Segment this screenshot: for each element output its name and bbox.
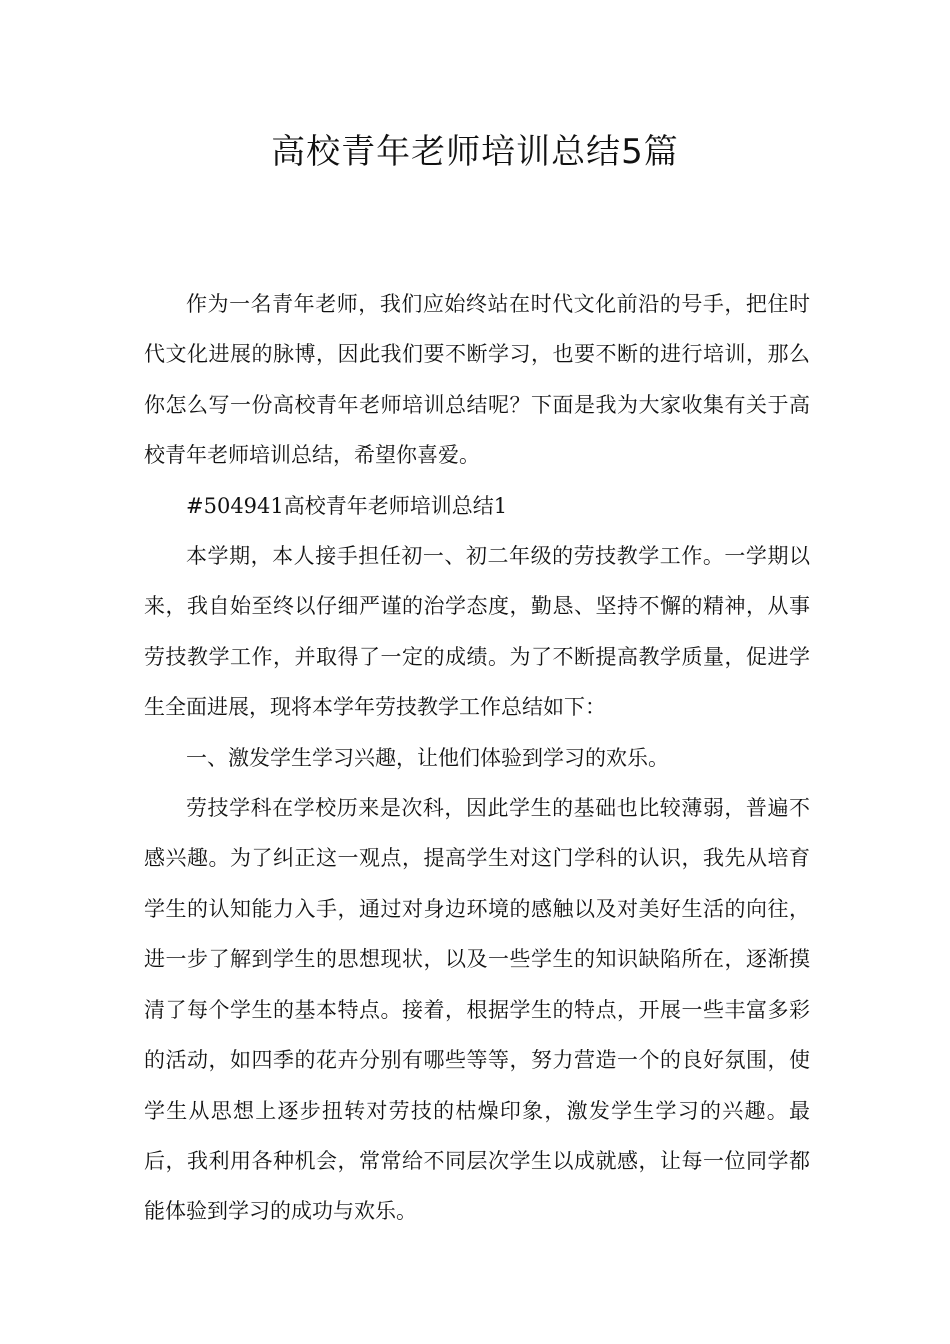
intro-paragraph: 作为一名青年老师，我们应始终站在时代文化前沿的号手，把住时代文化进展的脉博，因此我们要不断学习，也要不断的进行培训，那么你怎么写一份高校青年老师培训总结呢？下面是我为大家收集有关于高校青年老师培训总结，希望你喜爱。 [144, 292, 810, 468]
document-title: 高校青年老师培训总结5篇 [271, 132, 679, 172]
section-heading: #504941高校青年老师培训总结1 [186, 493, 508, 518]
document-body [144, 279, 810, 1237]
subsection-heading: 一、激发学生学习兴趣，让他们体验到学习的欢乐。 [186, 745, 669, 770]
body-paragraph: 劳技学科在学校历来是次科，因此学生的基础也比较薄弱，普遍不感兴趣。为了纠正这一观点，提高学生对这门学科的认识，我先从培育学生的认知能力入手，通过对身边环境的感触以及对美好生活的向往，进一步了解到学生的思想现状，以及一些学生的知识缺陷所在，逐渐摸清了每个学生的基本特点。接着，根据学生的特点，开展一些丰富多彩的活动，如四季的花卉分别有哪些等等，努力营造一个的良好氛围，使学生从思想上逐步扭转对劳技的枯燥印象，激发学生学习的兴趣。最后，我利用各种机会，常常给不同层次学生以成就感，让每一位同学都能体验到学习的成功与欢乐。 [144, 796, 810, 1224]
body-paragraph: 本学期，本人接手担任初一、初二年级的劳技教学工作。一学期以来，我自始至终以仔细严谨的治学态度，勤恳、坚持不懈的精神，从事劳技教学工作，并取得了一定的成绩。为了不断提高教学质量，促进学生全面进展，现将本学年劳技教学工作总结如下： [144, 544, 810, 720]
